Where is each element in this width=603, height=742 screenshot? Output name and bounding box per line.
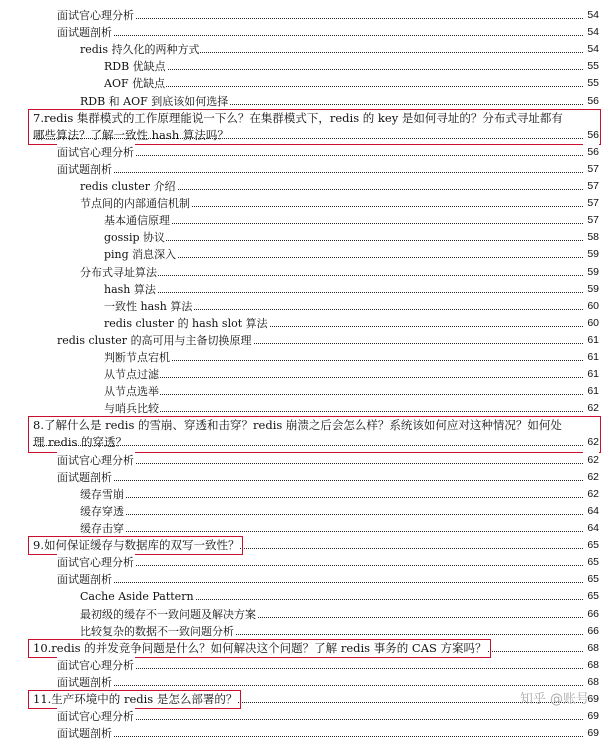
toc-page-number: 66 — [583, 606, 599, 623]
toc-dot-leader — [57, 736, 583, 737]
toc-page-number: 65 — [583, 588, 599, 605]
toc-entry-title: 最初级的缓存不一致问题及解决方案 — [80, 607, 256, 621]
toc-dot-leader — [104, 394, 583, 395]
toc-page-number: 57 — [583, 161, 599, 178]
toc-entry[interactable] — [0, 725, 603, 742]
toc-entry[interactable] — [0, 400, 603, 417]
toc-entry[interactable] — [0, 520, 603, 537]
toc-page-number: 62 — [583, 434, 599, 451]
toc-page-number: 61 — [583, 383, 599, 400]
toc-entry-title: redis cluster 的 hash slot 算法 — [104, 316, 268, 330]
toc-question-entry[interactable] — [0, 640, 603, 657]
toc-dot-leader — [57, 35, 583, 36]
toc-question-entry[interactable] — [0, 110, 603, 144]
toc-entry-title: 面试官心理分析 — [57, 9, 134, 22]
toc-page-number: 55 — [583, 75, 599, 92]
toc-entry-title: 面试题剖析 — [57, 727, 112, 741]
toc-page-number: 64 — [583, 520, 599, 537]
toc-page-number: 55 — [583, 58, 599, 75]
toc-dot-leader — [57, 582, 583, 583]
toc-page-number: 69 — [583, 708, 599, 725]
toc-entry[interactable] — [0, 503, 603, 520]
toc-question-entry[interactable] — [0, 417, 603, 451]
toc-entry[interactable] — [0, 246, 603, 263]
toc-entry-title: 缓存穿透 — [80, 504, 124, 518]
toc-entry[interactable] — [0, 383, 603, 400]
toc-page-number: 60 — [583, 298, 599, 315]
toc-page-number: 62 — [583, 469, 599, 486]
toc-entry[interactable] — [0, 606, 603, 623]
toc-entry-title: redis cluster 的高可用与主备切换原理 — [57, 333, 252, 347]
toc-entry[interactable] — [0, 281, 603, 298]
toc-page-number: 54 — [583, 41, 599, 58]
toc-page-number: 56 — [583, 127, 599, 144]
toc-dot-leader — [104, 360, 583, 361]
toc-entry[interactable] — [0, 674, 603, 691]
toc-page-number: 69 — [583, 691, 599, 708]
toc-page-number: 68 — [583, 674, 599, 691]
toc-entry[interactable] — [0, 75, 603, 92]
toc-page-number: 57 — [583, 212, 599, 229]
toc-dot-leader — [104, 292, 583, 293]
toc-page-number: 62 — [583, 452, 599, 469]
toc-entry[interactable] — [0, 161, 603, 178]
toc-entry-title: 缓存击穿 — [80, 522, 124, 535]
toc-dot-leader — [80, 531, 583, 532]
toc-entry-title: redis 持久化的两种方式 — [80, 43, 200, 57]
toc-entry-title: 面试官心理分析 — [57, 658, 134, 672]
toc-entry-title: 分布式寻址算法 — [80, 265, 157, 279]
toc-entry[interactable] — [0, 298, 603, 315]
toc-entry-title: 11.生产环境中的 redis 是怎么部署的？ — [33, 692, 238, 706]
toc-page-number: 54 — [583, 24, 599, 41]
toc-dot-leader — [57, 18, 583, 19]
toc-page-number: 60 — [583, 315, 599, 332]
toc-page-number: 65 — [583, 571, 599, 588]
toc-entry[interactable] — [0, 657, 603, 674]
toc-dot-leader — [104, 411, 583, 412]
toc-entry-title: 面试官心理分析 — [57, 710, 134, 724]
toc-entry[interactable] — [0, 486, 603, 503]
toc-page-number: 57 — [583, 178, 599, 195]
toc-entry-title: 10.redis 的并发竞争问题是什么？如何解决这个问题？了解 redis 事务的 CAS 方案吗？ — [33, 640, 487, 655]
toc-dot-leader — [57, 668, 583, 669]
toc-entry[interactable] — [0, 195, 603, 212]
toc-entry[interactable] — [0, 554, 603, 571]
toc-entry[interactable] — [0, 264, 603, 281]
toc-page-number: 68 — [583, 657, 599, 674]
toc-dot-leader — [57, 172, 583, 173]
toc-entry-title: 基本通信原理 — [104, 214, 170, 228]
toc-entry[interactable] — [0, 571, 603, 588]
toc-dot-leader — [57, 719, 583, 720]
toc-entry[interactable] — [0, 229, 603, 246]
toc-entry-title: 一致性 hash 算法 — [104, 299, 193, 313]
toc-page-number: 61 — [583, 332, 599, 349]
toc-entry[interactable] — [0, 588, 603, 605]
toc-page-number: 61 — [583, 366, 599, 383]
toc-page-number: 56 — [583, 144, 599, 161]
toc-entry-title-continued: 哪些算法？了解一致性 hash 算法吗？ — [33, 127, 229, 142]
toc-entry-title-continued: 理 redis 的穿透？ — [33, 435, 128, 450]
toc-page-number: 62 — [583, 400, 599, 417]
toc-entry-title: hash 算法 — [104, 282, 156, 296]
toc-page-number: 57 — [583, 195, 599, 212]
toc-entry-title: 9.如何保证缓存与数据库的双写一致性？ — [33, 538, 240, 553]
toc-entry-title: RDB 和 AOF 到底该如何选择 — [80, 94, 229, 108]
toc-entry-title: 面试题剖析 — [57, 573, 112, 587]
toc-entry[interactable] — [0, 24, 603, 41]
toc-entry-title: 缓存雪崩 — [80, 487, 124, 501]
toc-entry[interactable] — [0, 41, 603, 58]
toc-dot-leader — [104, 377, 583, 378]
toc-entry[interactable] — [0, 349, 603, 366]
toc-entry-title: 8.了解什么是 redis 的雪崩、穿透和击穿？redis 崩溃之后会怎么样？系统该如何应对这种情况？如何处 — [33, 418, 562, 433]
toc-entry-title: 从节点选举 — [104, 385, 159, 399]
toc-entry[interactable] — [0, 315, 603, 332]
toc-entry[interactable] — [0, 58, 603, 75]
toc-entry[interactable] — [0, 366, 603, 383]
toc-dot-leader — [104, 86, 583, 87]
toc-page-number: 56 — [583, 93, 599, 110]
toc-page-number: 61 — [583, 349, 599, 366]
toc-entry-title: 面试题剖析 — [57, 470, 112, 484]
toc-dot-leader — [104, 69, 583, 70]
toc-entry-title: 面试题剖析 — [57, 675, 112, 689]
toc-entry[interactable] — [0, 7, 603, 24]
toc-dot-leader — [57, 463, 583, 464]
toc-dot-leader — [104, 223, 583, 224]
toc-dot-leader — [57, 685, 583, 686]
toc-page-number: 64 — [583, 503, 599, 520]
toc-entry-title: 7.redis 集群模式的工作原理能说一下么？在集群模式下，redis 的 key 是如何寻址的？分布式寻址都有 — [33, 110, 563, 125]
toc-entry[interactable] — [0, 623, 603, 640]
toc-entry[interactable] — [0, 212, 603, 229]
toc-page-number: 69 — [583, 725, 599, 742]
toc-entry-title: AOF 优缺点 — [104, 77, 166, 91]
toc-entry-title: redis cluster 介绍 — [80, 180, 176, 193]
toc-entry-title: 比较复杂的数据不一致问题分析 — [80, 624, 234, 638]
toc-entry[interactable] — [0, 144, 603, 161]
toc-entry-title: Cache Aside Pattern — [80, 590, 194, 604]
toc-page-number: 65 — [583, 554, 599, 571]
toc-dot-leader — [104, 240, 583, 241]
toc-entry-title: RDB 优缺点 — [104, 60, 166, 74]
toc-page-number: 62 — [583, 486, 599, 503]
toc-dot-leader — [57, 480, 583, 481]
toc-page-number: 59 — [583, 264, 599, 281]
toc-entry-title: 从节点过滤 — [104, 368, 159, 382]
toc-question-entry[interactable] — [0, 537, 603, 554]
toc-page-number: 66 — [583, 623, 599, 640]
toc-page-number: 65 — [583, 537, 599, 554]
toc-entry[interactable] — [0, 452, 603, 469]
toc-entry-title: 判断节点宕机 — [104, 351, 170, 364]
toc-entry[interactable] — [0, 332, 603, 349]
watermark: 知乎 @账号 — [519, 692, 589, 707]
toc-page-number: 54 — [583, 7, 599, 24]
toc-entry[interactable] — [0, 93, 603, 110]
toc-entry-title: 面试官心理分析 — [57, 145, 134, 159]
toc-dot-leader — [57, 155, 583, 156]
toc-question-entry[interactable] — [0, 691, 603, 708]
toc-page-number: 68 — [583, 640, 599, 657]
toc-page-number: 59 — [583, 281, 599, 298]
toc-entry-title: 节点间的内部通信机制 — [80, 197, 190, 211]
toc-entry[interactable] — [0, 469, 603, 486]
toc-entry-title: 面试题剖析 — [57, 26, 112, 40]
toc-entry-title: 与哨兵比较 — [104, 402, 159, 416]
toc-entry[interactable] — [0, 178, 603, 195]
toc-entry-title: ping 消息深入 — [104, 248, 177, 262]
toc-entry-title: 面试官心理分析 — [57, 556, 134, 570]
toc-dot-leader — [57, 565, 583, 566]
toc-dot-leader — [80, 497, 583, 498]
toc-entry-title: 面试官心理分析 — [57, 453, 134, 467]
toc-entry-title: 面试题剖析 — [57, 162, 112, 176]
toc-dot-leader — [80, 514, 583, 515]
toc-page-number: 58 — [583, 229, 599, 246]
toc-entry-title: gossip 协议 — [104, 231, 166, 245]
toc-page-number: 59 — [583, 246, 599, 263]
